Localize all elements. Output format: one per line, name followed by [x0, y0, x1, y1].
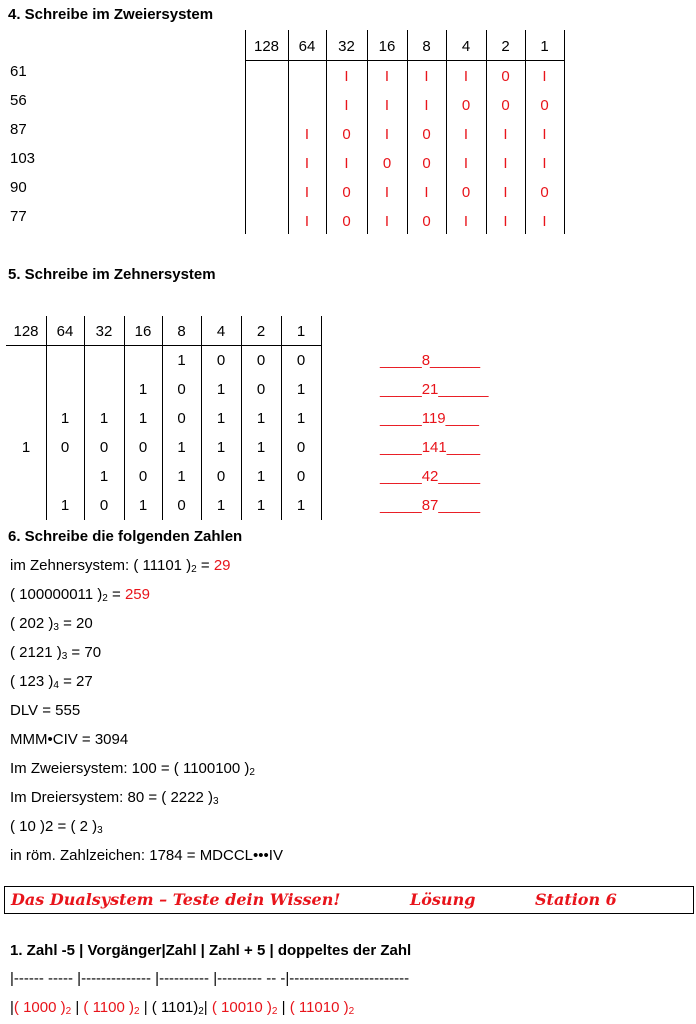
section1-divider: |------ ----- |-------------- |---------- |--------- -- -|------------------------ — [10, 970, 410, 987]
t5-bit: 1 — [256, 410, 266, 427]
t4-row-label: 90 — [10, 179, 27, 196]
line-3: ( 202 )$_3 = 20$ — [10, 615, 93, 633]
t4-bit: I — [304, 213, 310, 230]
t4-bit: I — [463, 126, 469, 143]
t5-bit: 0 — [216, 352, 226, 369]
t4-bit: I — [304, 126, 310, 143]
t5-bit: 0 — [296, 439, 306, 456]
t5-bit: 1 — [296, 497, 306, 514]
t4-bit: I — [503, 126, 508, 143]
t4-bit: I — [463, 155, 469, 172]
section1-answers: |( 1000 )$_2$ | ( 1100 )$_2$ | ( $1101)_2|$ ( 10010 )$_2$ | ( 11010 )$_2$ — [10, 999, 355, 1017]
section1-header: 1. Zahl -5 | Vorgänger|Zahl | Zahl + 5 | doppeltes der Zahl — [10, 942, 412, 959]
t4-bit: 0 — [501, 68, 510, 85]
t4-bit: I — [424, 184, 429, 201]
t4-header-line — [245, 60, 565, 61]
t5-bit: 1 — [216, 381, 226, 398]
t4-header-4: 4 — [461, 38, 471, 55]
t4-bit: I — [344, 68, 349, 85]
t5-bit: 0 — [138, 439, 148, 456]
t4-bit: I — [344, 155, 349, 172]
t5-bit: 1 — [216, 497, 226, 514]
line-5: ( 123 )$_4 = 27$ — [10, 673, 93, 691]
t4-bit: 0 — [422, 155, 431, 172]
line-4: ( 2121 )$_3 = 70$ — [10, 644, 102, 662]
t5-bit: 1 — [216, 410, 226, 427]
t5-bit: 1 — [256, 439, 266, 456]
t5-header-line — [6, 345, 322, 346]
t4-header-32: 32 — [338, 38, 355, 55]
t5-bit: 0 — [296, 352, 306, 369]
line-6: DLV = 555 — [10, 702, 81, 719]
t4-bit: I — [384, 126, 390, 143]
t4-bit: I — [542, 155, 547, 172]
t4-bit: I — [542, 213, 547, 230]
t4-bit: 0 — [461, 97, 471, 114]
line-7: MMM•CIV = 3094 — [10, 731, 129, 748]
t4-bit: 0 — [501, 97, 510, 114]
answer-259: 259 — [124, 586, 150, 603]
t4-bit: I — [424, 97, 429, 114]
t4-bit: 0 — [342, 184, 351, 201]
t5-bit: 1 — [256, 497, 266, 514]
t4-bit: I — [384, 97, 390, 114]
t5-bit: 1 — [60, 410, 70, 427]
t5-bit: 1 — [21, 439, 31, 456]
section5-title: 5. Schreibe im Zehnersystem — [8, 266, 216, 283]
t5-bit: 1 — [99, 410, 109, 427]
t4-row-label: 61 — [10, 63, 27, 80]
t5-bit: 0 — [216, 468, 226, 485]
section4-title: 4. Schreibe im Zweiersystem — [8, 6, 214, 23]
t4-bit: 0 — [540, 97, 549, 114]
t5-answer: _____119____ — [380, 410, 479, 427]
t4-bit: 0 — [422, 213, 431, 230]
t5-header-8: 8 — [177, 323, 186, 340]
line-1: im Zehnersystem: ( 11101 )$_2 = 29$ — [10, 557, 231, 575]
t5-bit: 1 — [138, 497, 148, 514]
t5-bit: 1 — [138, 410, 148, 427]
t4-bit: I — [503, 213, 508, 230]
t4-row-label: 103 — [10, 150, 36, 167]
t5-bit: 1 — [177, 439, 186, 456]
t5-bit: 1 — [177, 468, 186, 485]
t4-header-8: 8 — [422, 38, 431, 55]
t4-bit: I — [384, 213, 390, 230]
t5-answer: _____87_____ — [380, 497, 481, 514]
t4-header-2: 2 — [501, 38, 510, 55]
t5-bit: 0 — [99, 497, 109, 514]
t5-bit: 0 — [256, 352, 266, 369]
t4-bit: I — [304, 155, 310, 172]
t4-bit: I — [542, 126, 547, 143]
t4-header-1: 1 — [540, 38, 549, 55]
t5-header-1: 1 — [296, 323, 306, 340]
t4-bit: I — [463, 213, 469, 230]
t5-header-4: 4 — [216, 323, 226, 340]
t5-answer: _____8______ — [380, 352, 481, 369]
banner-solution: Lösung — [410, 890, 476, 909]
t5-header-16: 16 — [134, 323, 152, 340]
t5-bit: 1 — [60, 497, 70, 514]
station-banner — [4, 886, 694, 914]
banner-station: Station 6 — [535, 890, 617, 909]
t5-bit: 0 — [177, 381, 186, 398]
t4-row-label: 87 — [10, 121, 27, 138]
t4-bit: I — [384, 68, 390, 85]
t5-bit: 1 — [177, 352, 186, 369]
line-8: Im Zweiersystem: 100 = ( 1100100 )$_2$ — [10, 760, 255, 778]
t5-column-line — [321, 316, 322, 520]
t4-bit: 0 — [342, 126, 351, 143]
t5-bit: 1 — [99, 468, 109, 485]
t5-bit: 0 — [177, 410, 186, 427]
t5-bit: 0 — [256, 381, 266, 398]
t4-header-128: 128 — [253, 38, 280, 55]
t5-bit: 0 — [296, 468, 306, 485]
line-11: in röm. Zahlzeichen: 1784 = MDCCL•••IV — [10, 847, 283, 864]
line-2: ( 100000011 )$_2 = 259$ — [10, 586, 150, 604]
line-9: Im Dreiersystem: 80 = ( 2222 )$_3$ — [10, 789, 219, 807]
t5-bit: 0 — [177, 497, 186, 514]
t5-bit: 1 — [296, 410, 306, 427]
t4-bit: I — [503, 155, 508, 172]
t5-bit: 0 — [138, 468, 148, 485]
banner-title: Das Dualsystem – Teste dein Wissen! — [11, 890, 341, 909]
t5-header-2: 2 — [256, 323, 266, 340]
t5-bit: 1 — [296, 381, 306, 398]
t4-bit: I — [384, 184, 390, 201]
t5-bit: 1 — [138, 381, 148, 398]
t4-header-16: 16 — [378, 38, 396, 55]
t5-bit: 1 — [256, 468, 266, 485]
t4-bit: I — [463, 68, 469, 85]
answer-29: 29 — [213, 557, 231, 574]
t4-bit: I — [503, 184, 508, 201]
t5-header-32: 32 — [95, 323, 113, 340]
t4-bit: 0 — [382, 155, 392, 172]
t4-bit: I — [542, 68, 547, 85]
t4-bit: I — [424, 68, 429, 85]
t5-header-128: 128 — [13, 323, 39, 340]
t4-row-label: 56 — [10, 92, 27, 109]
t5-header-64: 64 — [56, 323, 74, 340]
t5-answer: _____42_____ — [380, 468, 481, 485]
t5-answer: _____21______ — [380, 381, 489, 398]
t4-bit: I — [344, 97, 349, 114]
t4-bit: 0 — [540, 184, 549, 201]
t5-bit: 1 — [216, 439, 226, 456]
line-10: ( 10 )2 = ( 2 )$_3$ — [10, 818, 103, 836]
section6-title: 6. Schreibe die folgenden Zahlen — [8, 528, 243, 545]
t4-bit: 0 — [342, 213, 351, 230]
t5-bit: 0 — [99, 439, 109, 456]
t4-bit: 0 — [422, 126, 431, 143]
t5-bit: 0 — [60, 439, 70, 456]
t4-bit: I — [304, 184, 310, 201]
t4-header-64: 64 — [298, 38, 316, 55]
t4-bit: 0 — [461, 184, 471, 201]
t4-row-label: 77 — [10, 208, 27, 225]
t5-answer: _____141____ — [380, 439, 481, 456]
